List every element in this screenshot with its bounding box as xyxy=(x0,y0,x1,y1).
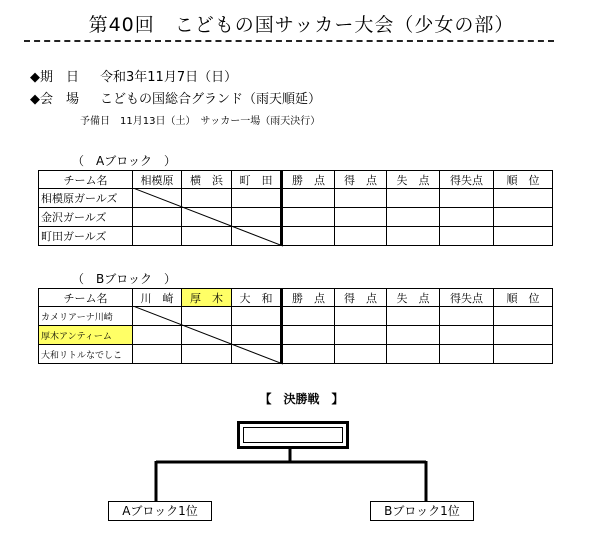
team-name: カメリアーナ川崎 xyxy=(39,307,133,326)
team-name: 大和リトルなでしこ xyxy=(39,345,133,364)
champion-box xyxy=(237,421,349,449)
header-goals-against: 失 点 xyxy=(387,289,440,307)
block-b-label: （ Bブロック ） xyxy=(72,272,176,286)
date-label: ◆期 日 xyxy=(30,70,79,85)
header-goal-diff: 得失点 xyxy=(440,171,494,189)
venue-value: こどもの国総合グランド（雨天順延） xyxy=(100,92,322,107)
header-rank: 順 位 xyxy=(494,289,553,307)
page-title: 第40回 こどもの国サッカー大会（少女の部） xyxy=(88,14,515,36)
header-points: 勝 点 xyxy=(282,171,335,189)
header-goals-for: 得 点 xyxy=(335,171,387,189)
header-points: 勝 点 xyxy=(282,289,335,307)
header-kawasaki: 川 崎 xyxy=(133,289,182,307)
header-sagamihara: 相模原 xyxy=(133,171,182,189)
final-title: 【 決勝戦 】 xyxy=(259,392,344,406)
slot-block-b-winner: Bブロック1位 xyxy=(370,501,474,521)
header-team: チーム名 xyxy=(39,289,133,307)
team-name: 金沢ガールズ xyxy=(39,208,133,227)
header-team: チーム名 xyxy=(39,171,133,189)
header-goals-for: 得 点 xyxy=(335,289,387,307)
header-atsugi: 厚 木 xyxy=(182,289,232,307)
header-goals-against: 失 点 xyxy=(387,171,440,189)
team-name: 町田ガールズ xyxy=(39,227,133,246)
header-rank: 順 位 xyxy=(494,171,553,189)
slot-block-a-winner: Aブロック1位 xyxy=(108,501,212,521)
header-goal-diff: 得失点 xyxy=(440,289,494,307)
champion-box-inner xyxy=(243,427,343,443)
team-name: 相模原ガールズ xyxy=(39,189,133,208)
header-machida: 町 田 xyxy=(232,171,282,189)
block-a-label: （ Aブロック ） xyxy=(72,154,176,168)
team-name: 厚木アンティーム xyxy=(39,326,133,345)
date-value: 令和3年11月7日（日） xyxy=(100,70,238,85)
venue-label: ◆会 場 xyxy=(30,92,79,107)
header-yokohama: 横 浜 xyxy=(182,171,232,189)
header-yamato: 大 和 xyxy=(232,289,282,307)
reserve-day: 予備日 11月13日（土） サッカー一場（雨天決行） xyxy=(80,116,321,127)
